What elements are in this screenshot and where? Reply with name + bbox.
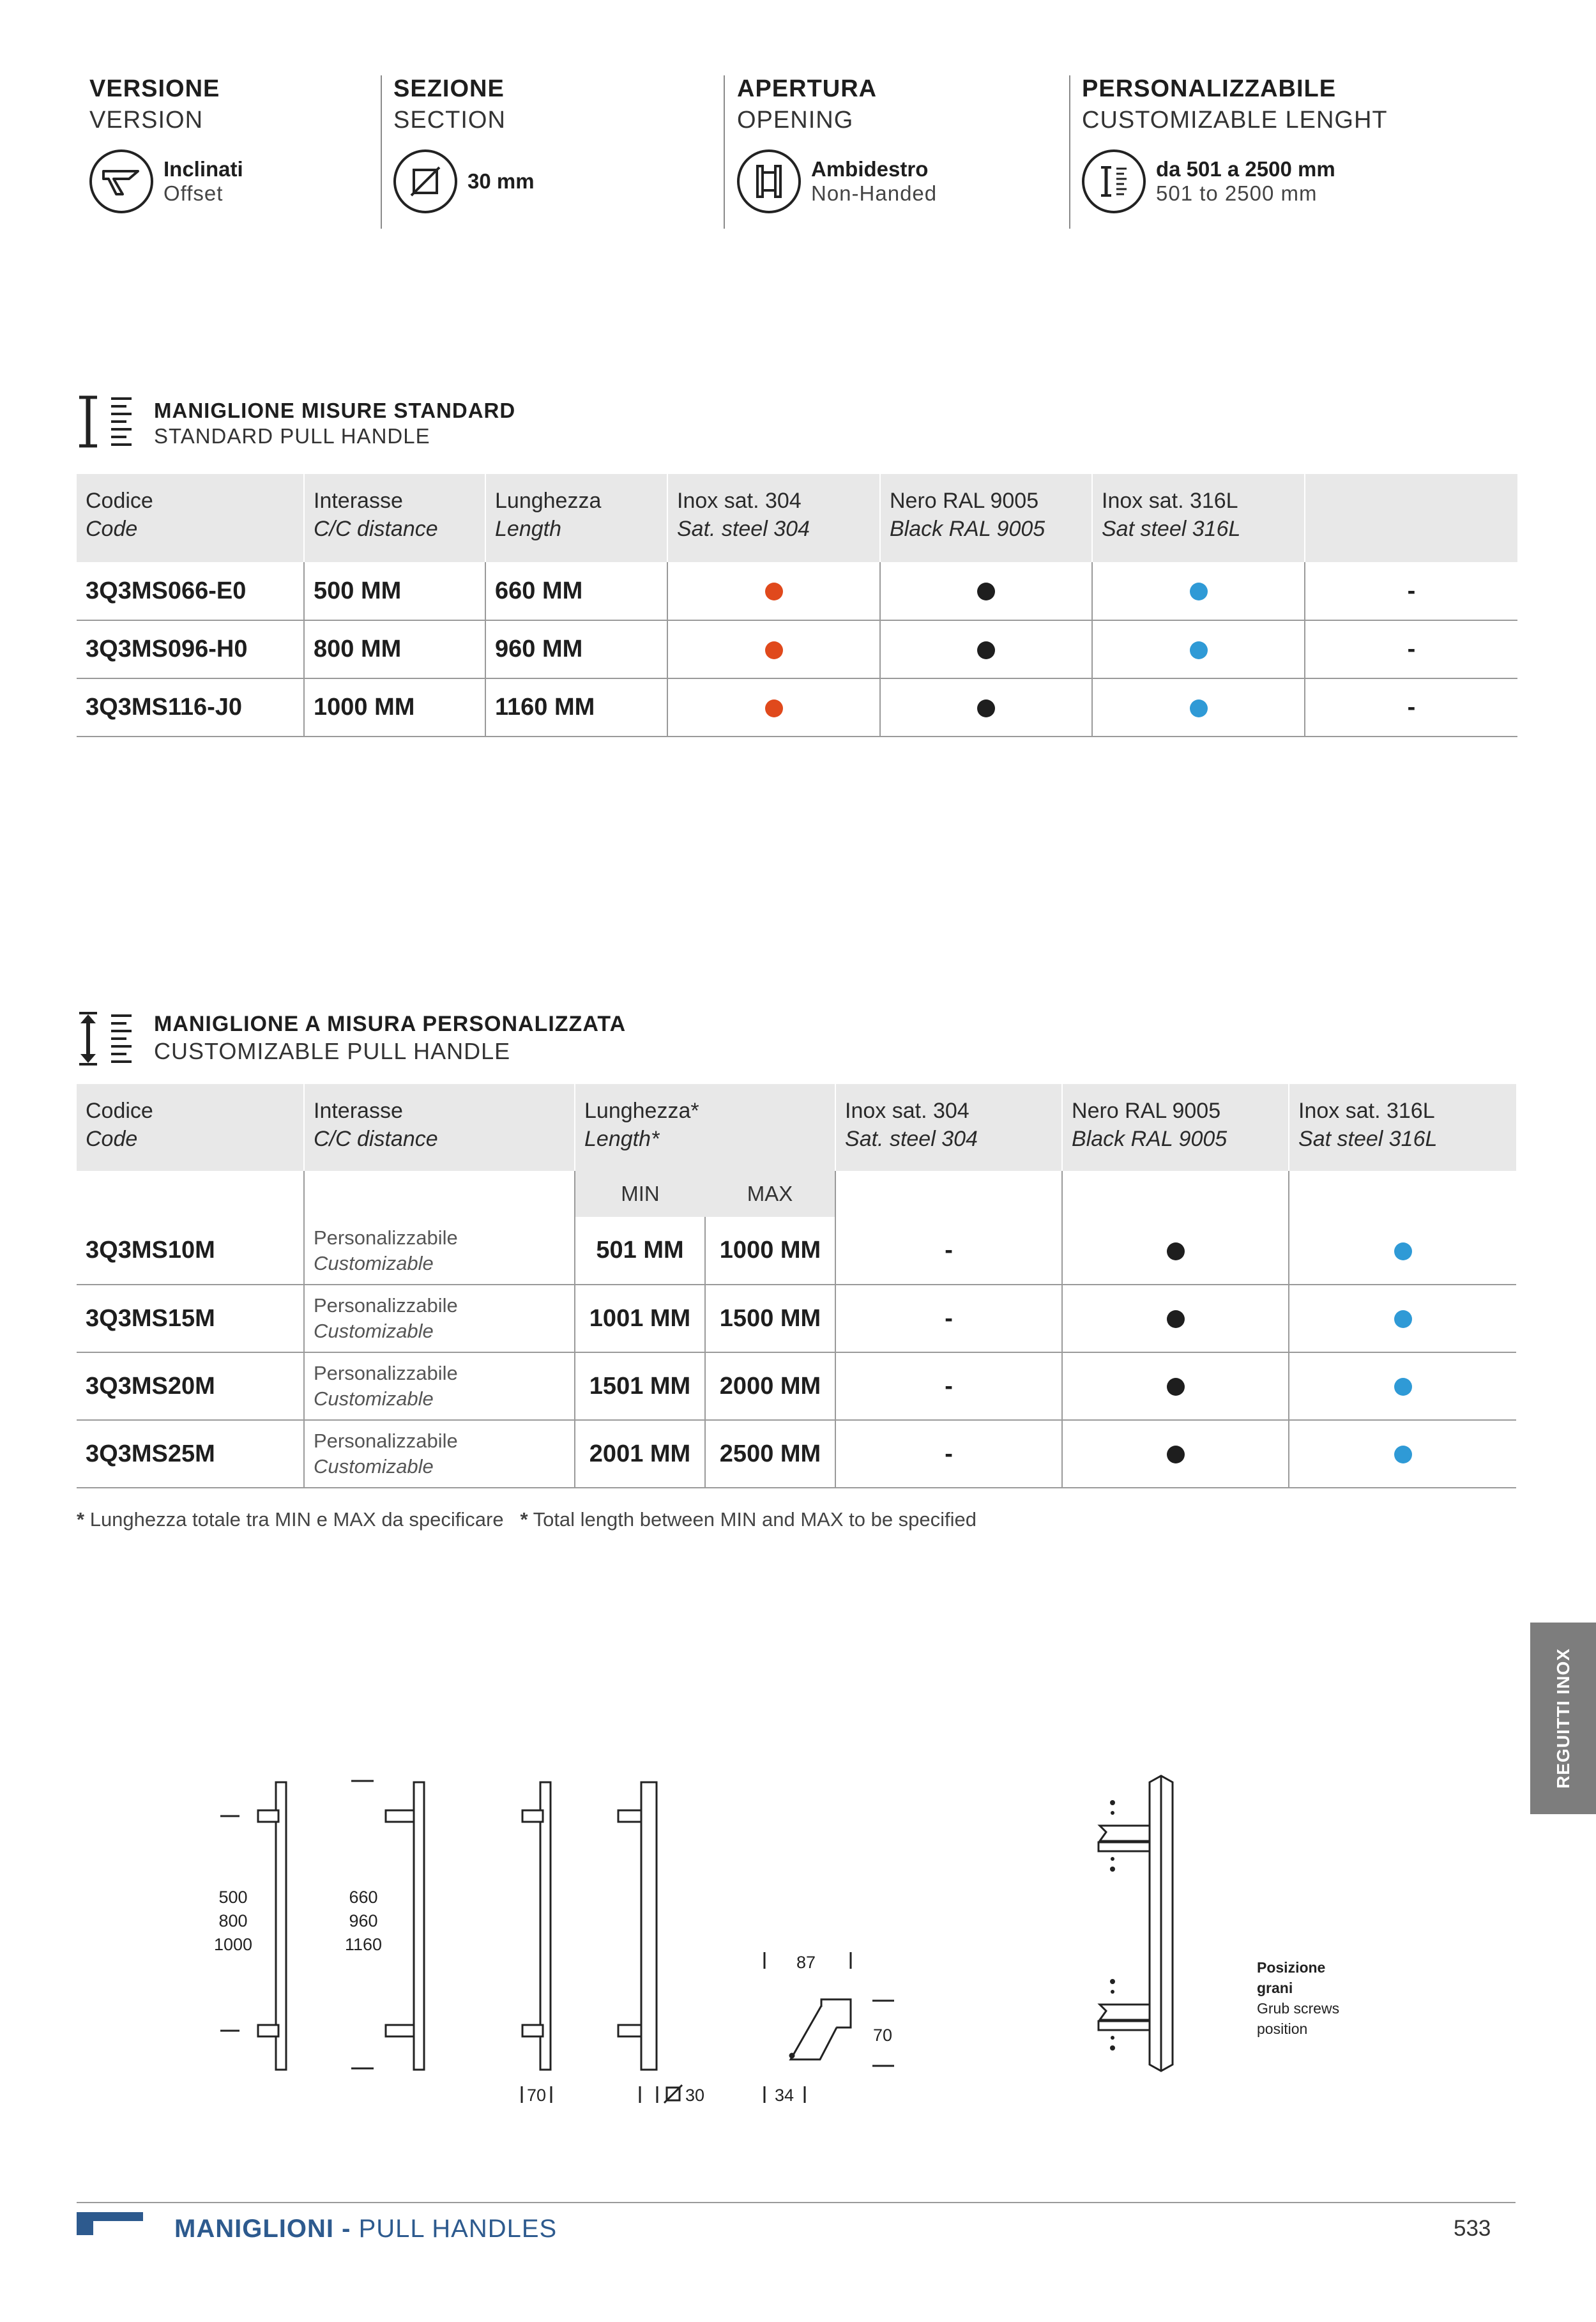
header-cc: Interasse C/C distance	[304, 474, 485, 562]
spec-value-en: 501 to 2500 mm	[1156, 181, 1318, 205]
cell-length: 660 MM	[485, 562, 667, 620]
cell-code: 3Q3MS25M	[77, 1420, 304, 1488]
cell-length: 960 MM	[485, 620, 667, 678]
table-row	[77, 1285, 1516, 1352]
cell-black	[880, 562, 1092, 620]
cell-black	[880, 620, 1092, 678]
cell-black	[1062, 1217, 1289, 1285]
color-dot-black	[1167, 1310, 1185, 1328]
spec-value: 30 mm	[467, 169, 535, 193]
spec-title: VERSIONE	[89, 75, 220, 102]
section-subtitle: STANDARD PULL HANDLE	[154, 424, 430, 448]
cell-cc: 800 MM	[304, 620, 485, 678]
spec-subtitle: VERSION	[89, 107, 204, 134]
dim-34-label: 34	[774, 2086, 794, 2105]
section-title: MANIGLIONE MISURE STANDARD	[154, 399, 516, 422]
custom-table	[77, 1084, 1516, 1488]
spec-value-en: Offset	[163, 181, 224, 205]
section-title: MANIGLIONE A MISURA PERSONALIZZATA	[154, 1012, 627, 1036]
cell-max: 2500 MM	[705, 1420, 835, 1488]
cell-inox304: -	[835, 1420, 1062, 1488]
color-dot-blue	[1394, 1242, 1412, 1260]
footer-title: MANIGLIONI - PULL HANDLES	[174, 2215, 558, 2243]
table-row	[77, 1217, 1516, 1285]
cell-inox304	[667, 678, 880, 737]
header-inox316: Inox sat. 316L Sat steel 316L	[1092, 474, 1305, 562]
spec-subtitle: SECTION	[393, 107, 506, 134]
square-section-icon	[393, 149, 457, 213]
table-row	[77, 562, 1517, 620]
cell-min: 2001 MM	[575, 1420, 705, 1488]
cell-inox316	[1092, 562, 1305, 620]
color-dot-orange	[765, 641, 783, 659]
cell-inox304	[667, 620, 880, 678]
cell-inox304: -	[835, 1352, 1062, 1420]
length-values-label: 660 960 1160	[344, 1888, 383, 1954]
color-dot-blue	[1394, 1446, 1412, 1463]
cell-cc: 500 MM	[304, 562, 485, 620]
table-row	[77, 1420, 1516, 1488]
color-dot-orange	[765, 583, 783, 600]
header-black: Nero RAL 9005 Black RAL 9005	[880, 474, 1092, 562]
color-dot-blue	[1394, 1310, 1412, 1328]
offset-handle-icon	[89, 149, 153, 213]
color-dot-blue	[1190, 583, 1208, 600]
header-code: Codice Code	[77, 474, 304, 562]
color-dot-blue	[1190, 699, 1208, 717]
cell-min: 1001 MM	[575, 1285, 705, 1352]
spec-opening	[737, 75, 1063, 229]
color-dot-blue	[1190, 641, 1208, 659]
page-number: 533	[1454, 2216, 1491, 2241]
cell-last: -	[1305, 562, 1517, 620]
cell-cc: Personalizzabile Customizable	[304, 1352, 575, 1420]
cell-inox304: -	[835, 1285, 1062, 1352]
color-dot-black	[977, 699, 995, 717]
cell-min: 501 MM	[575, 1217, 705, 1285]
section-subtitle: CUSTOMIZABLE PULL HANDLE	[154, 1038, 511, 1064]
cell-inox316	[1092, 620, 1305, 678]
cell-code: 3Q3MS116-J0	[77, 678, 304, 737]
brand-logo-icon	[77, 2212, 143, 2238]
cell-code: 3Q3MS066-E0	[77, 562, 304, 620]
min-label: MIN	[575, 1171, 705, 1217]
table-header-row	[77, 1084, 1516, 1171]
spec-value: Inclinati	[163, 157, 243, 181]
header-length: Lunghezza* Length*	[575, 1084, 835, 1171]
cell-black	[1062, 1285, 1289, 1352]
subheader-row	[77, 1171, 1516, 1217]
cell-code: 3Q3MS20M	[77, 1352, 304, 1420]
max-label: MAX	[705, 1171, 835, 1217]
header-cc: Interasse C/C distance	[304, 1084, 575, 1171]
cell-inox304	[667, 562, 880, 620]
cell-min: 1501 MM	[575, 1352, 705, 1420]
color-dot-black	[1167, 1242, 1185, 1260]
cell-cc: 1000 MM	[304, 678, 485, 737]
header-inox304: Inox sat. 304 Sat. steel 304	[835, 1084, 1062, 1171]
table-row	[77, 678, 1517, 737]
double-handle-icon	[737, 149, 801, 213]
spec-title: PERSONALIZZABILE	[1082, 75, 1337, 102]
spec-title: SEZIONE	[393, 75, 505, 102]
cell-max: 1000 MM	[705, 1217, 835, 1285]
cell-last: -	[1305, 678, 1517, 737]
header-inox304: Inox sat. 304 Sat. steel 304	[667, 474, 880, 562]
table-header-row	[77, 474, 1517, 562]
spec-value: da 501 a 2500 mm	[1156, 157, 1335, 181]
cell-black	[880, 678, 1092, 737]
dim-87-label: 87	[796, 1953, 816, 1972]
header-inox316: Inox sat. 316L Sat steel 316L	[1289, 1084, 1516, 1171]
dim-70-label: 70	[526, 2086, 547, 2105]
cell-black	[1062, 1420, 1289, 1488]
spec-subtitle: OPENING	[737, 107, 854, 134]
cell-max: 2000 MM	[705, 1352, 835, 1420]
cell-cc: Personalizzabile Customizable	[304, 1420, 575, 1488]
color-dot-black	[1167, 1378, 1185, 1396]
header-code: Codice Code	[77, 1084, 304, 1171]
standard-section-heading	[154, 399, 515, 448]
grub-screws-caption: Posizione grani Grub screws position	[1257, 1959, 1340, 2037]
cell-code: 3Q3MS10M	[77, 1217, 304, 1285]
cell-black	[1062, 1352, 1289, 1420]
cell-inox316	[1289, 1420, 1516, 1488]
custom-section-heading	[154, 1012, 626, 1065]
header-length: Lunghezza Length	[485, 474, 667, 562]
cell-last: -	[1305, 620, 1517, 678]
spec-version	[89, 75, 370, 229]
color-dot-black	[1167, 1446, 1185, 1463]
cell-length: 1160 MM	[485, 678, 667, 737]
header-black: Nero RAL 9005 Black RAL 9005	[1062, 1084, 1289, 1171]
cell-code: 3Q3MS096-H0	[77, 620, 304, 678]
spec-value-en: Non-Handed	[811, 181, 938, 205]
cc-values-label: 500 800 1000	[213, 1888, 253, 1954]
custom-section-icon	[77, 1012, 134, 1069]
cell-inox316	[1289, 1217, 1516, 1285]
spec-value: Ambidestro	[811, 157, 929, 181]
cell-cc: Personalizzabile Customizable	[304, 1285, 575, 1352]
cell-cc: Personalizzabile Customizable	[304, 1217, 575, 1285]
table-row	[77, 1352, 1516, 1420]
cell-code: 3Q3MS15M	[77, 1285, 304, 1352]
cell-max: 1500 MM	[705, 1285, 835, 1352]
color-dot-black	[977, 641, 995, 659]
color-dot-black	[977, 583, 995, 600]
color-dot-blue	[1394, 1378, 1412, 1396]
spec-title: APERTURA	[737, 75, 878, 102]
cell-inox316	[1289, 1352, 1516, 1420]
standard-section-icon	[77, 395, 134, 452]
cell-inox304: -	[835, 1217, 1062, 1285]
cell-inox316	[1289, 1285, 1516, 1352]
dim-section-label: 30	[685, 2086, 705, 2105]
standard-table	[77, 474, 1517, 737]
spec-customizable	[1082, 75, 1529, 229]
dim-70b-label: 70	[872, 2026, 893, 2045]
color-dot-orange	[765, 699, 783, 717]
spec-subtitle: CUSTOMIZABLE LENGHT	[1082, 107, 1388, 134]
customizable-length-icon	[1082, 149, 1146, 213]
footnote: * Lunghezza totale tra MIN e MAX da specificare * Total length between MIN and MAX to be specified	[77, 1508, 977, 1531]
header-empty	[1305, 474, 1517, 562]
cell-inox316	[1092, 678, 1305, 737]
table-row	[77, 620, 1517, 678]
spec-section	[393, 75, 713, 229]
side-tab: REGUITTI INOX	[1530, 1623, 1596, 1814]
